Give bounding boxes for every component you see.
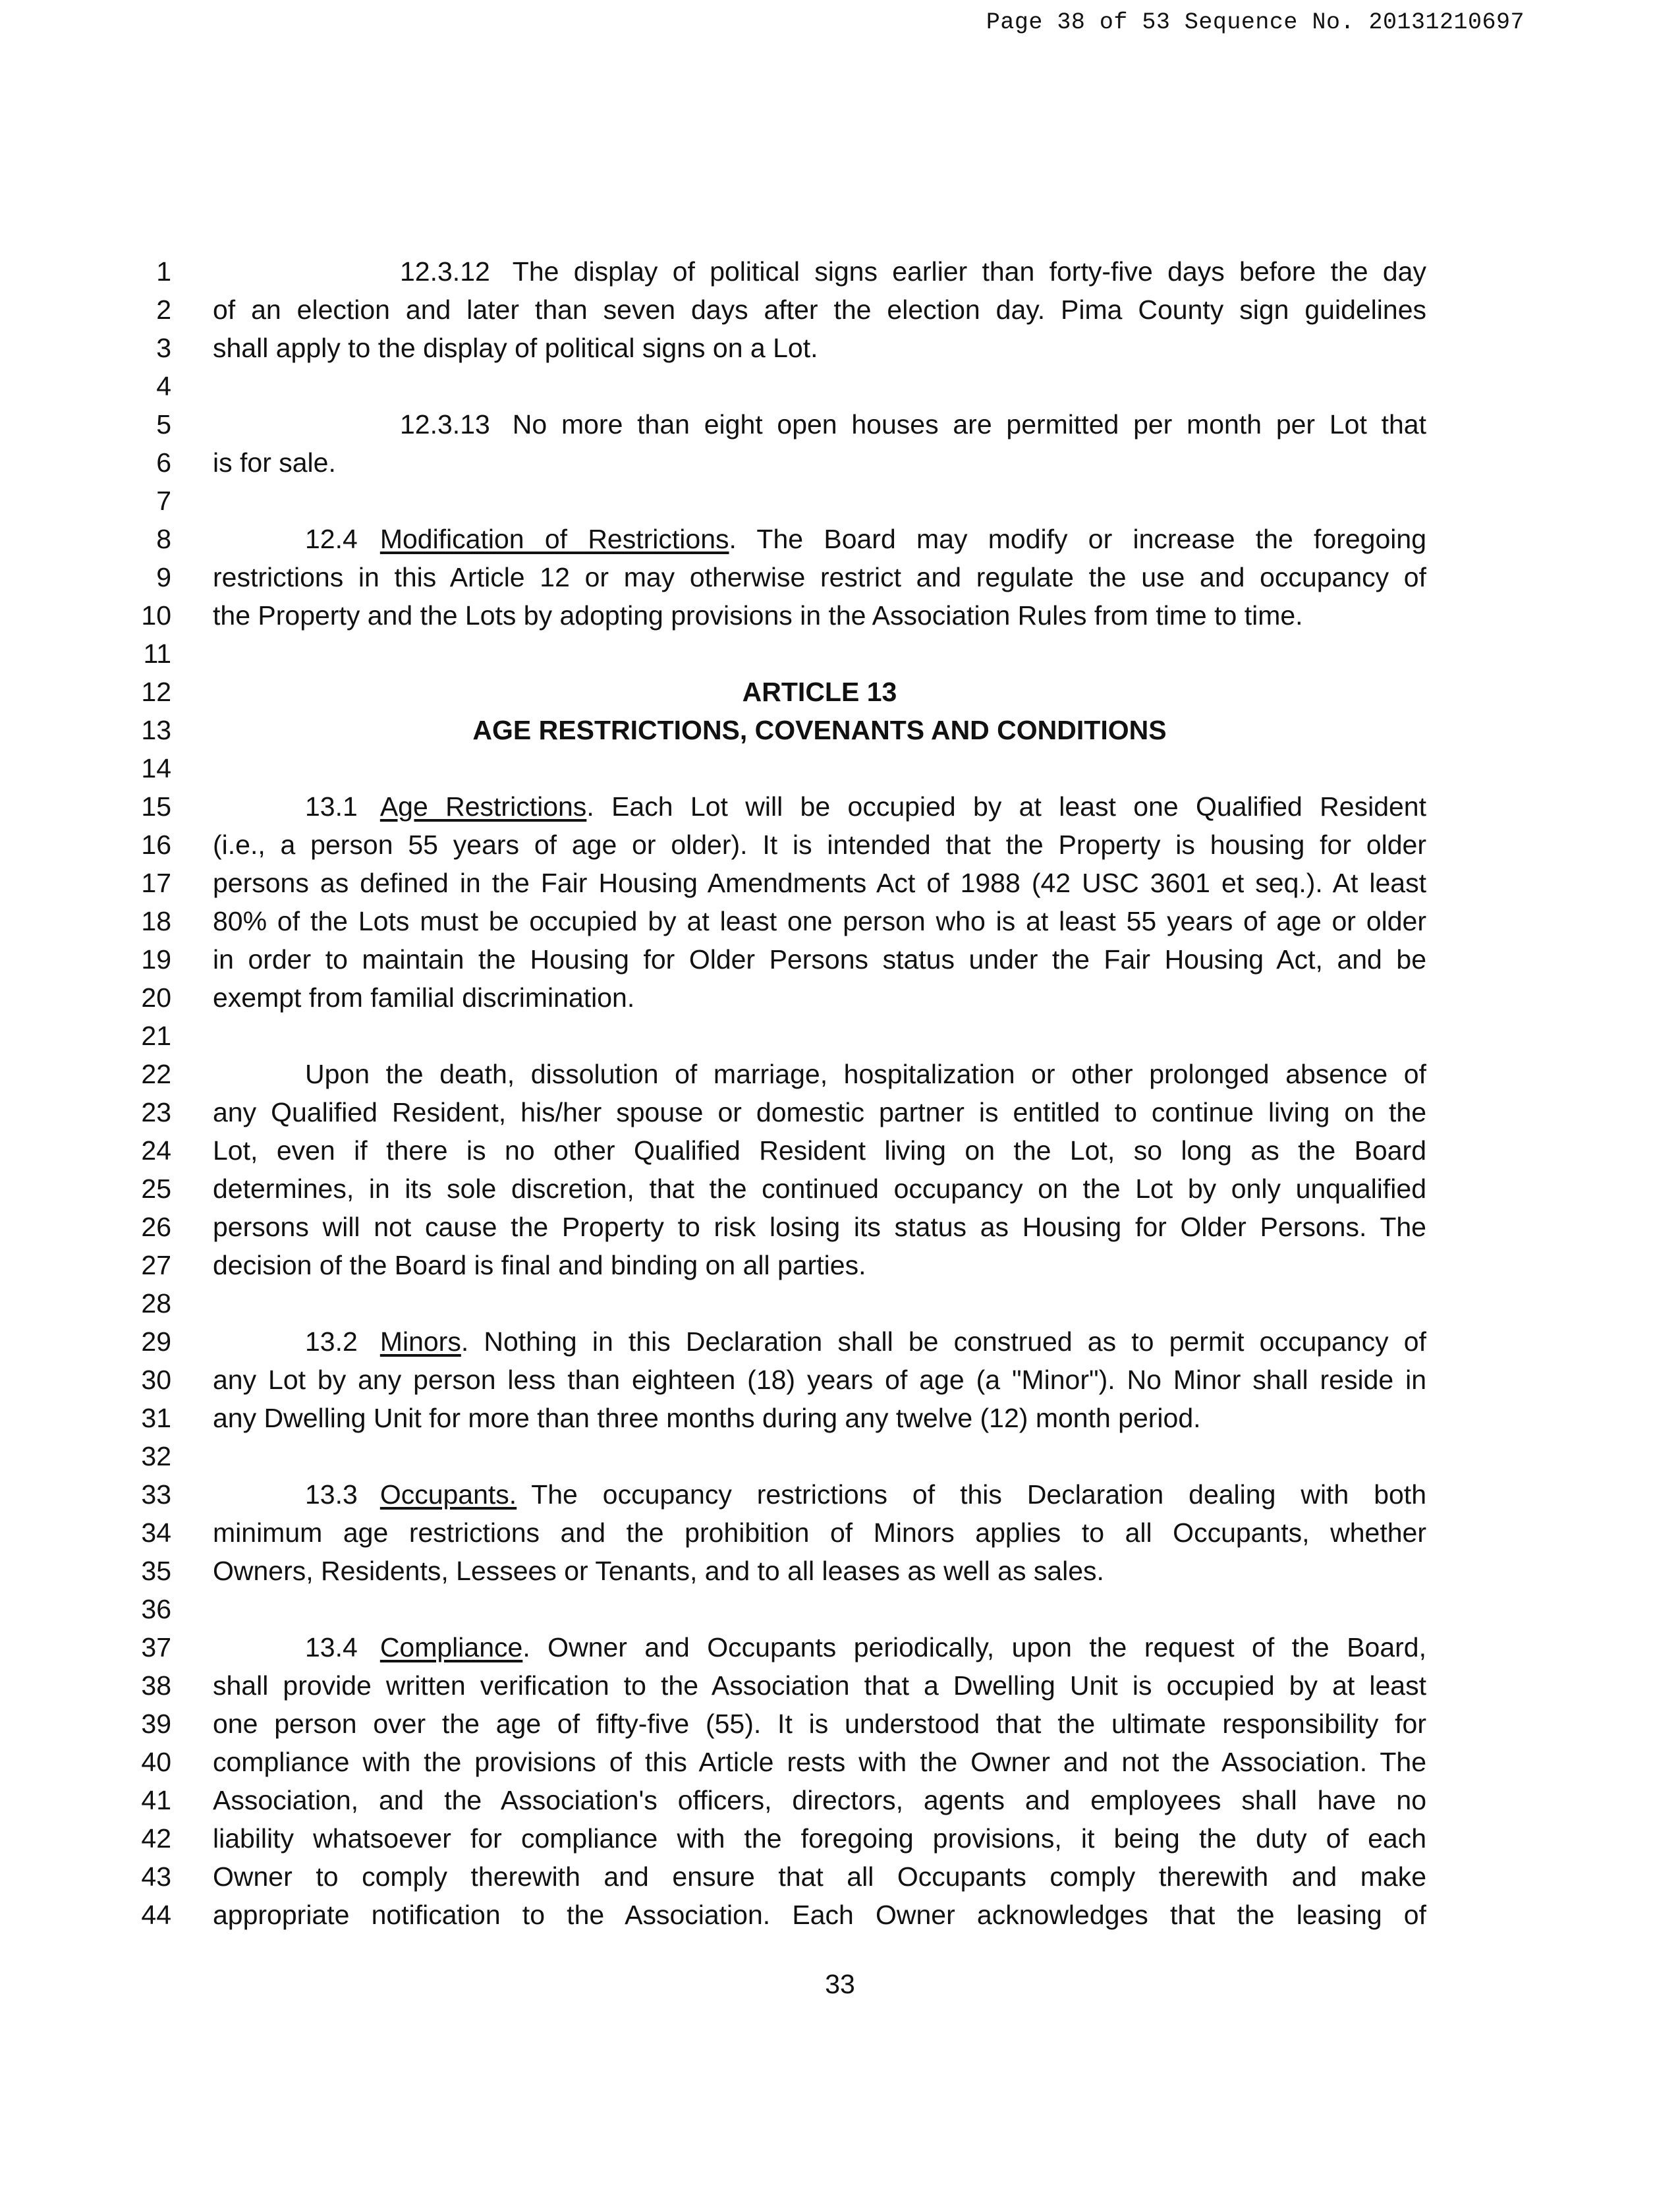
text-line xyxy=(213,252,1426,291)
line-number: 44 xyxy=(141,1900,171,1930)
text-span: The occupancy restrictions of this Declaration dealing with both xyxy=(531,1479,1426,1510)
line-number: 38 xyxy=(141,1670,171,1701)
text-line xyxy=(213,520,1426,558)
section-title: Age Restrictions xyxy=(379,791,587,822)
section-number: 12.4 xyxy=(305,524,358,554)
line-number: 29 xyxy=(141,1326,171,1357)
line-16 xyxy=(0,826,1680,864)
line-39 xyxy=(0,1705,1680,1743)
line-15 xyxy=(0,787,1680,826)
text-line xyxy=(213,787,1426,826)
text-span: No more than eight open houses are permitted per month per Lot that xyxy=(512,409,1426,440)
line-6 xyxy=(0,443,1680,482)
line-7 xyxy=(0,482,1680,520)
line-number: 4 xyxy=(156,371,171,401)
line-9 xyxy=(0,558,1680,596)
line-number: 22 xyxy=(141,1059,171,1089)
line-number: 12 xyxy=(141,677,171,707)
text-line: Upon the death, dissolution of marriage, hospitalization or other prolonged absence of xyxy=(305,1059,1426,1089)
line-40 xyxy=(0,1743,1680,1781)
line-number: 11 xyxy=(143,638,171,669)
text-line: 80% of the Lots must be occupied by at least one person who is at least 55 years of age or older xyxy=(213,906,1426,936)
line-33 xyxy=(0,1475,1680,1514)
line-number: 10 xyxy=(141,600,171,631)
line-10 xyxy=(0,596,1680,635)
text-line: appropriate notification to the Association. Each Owner acknowledges that the leasing of xyxy=(213,1900,1426,1930)
line-30 xyxy=(0,1361,1680,1399)
line-number: 37 xyxy=(141,1632,171,1662)
text-line: decision of the Board is final and binding on all parties. xyxy=(213,1250,866,1280)
section-number: 13.2 xyxy=(305,1326,358,1357)
text-line: of an election and later than seven days after the election day. Pima County sign guidelines xyxy=(213,295,1426,325)
line-27 xyxy=(0,1246,1680,1284)
line-43 xyxy=(0,1858,1680,1896)
text-line: persons as defined in the Fair Housing Amendments Act of 1988 (42 USC 3601 et seq.). At least xyxy=(213,868,1426,898)
line-23 xyxy=(0,1093,1680,1131)
line-number: 20 xyxy=(141,982,171,1013)
text-line: any Qualified Resident, his/her spouse or domestic partner is entitled to continue living on the xyxy=(213,1097,1426,1127)
line-14 xyxy=(0,749,1680,787)
line-13 xyxy=(0,711,1680,749)
line-number: 5 xyxy=(156,409,171,440)
text-line: (i.e., a person 55 years of age or older). It is intended that the Property is housing for older xyxy=(213,830,1426,860)
line-4 xyxy=(0,367,1680,405)
line-31 xyxy=(0,1399,1680,1437)
line-number: 21 xyxy=(141,1021,171,1051)
line-number: 13 xyxy=(141,715,171,745)
text-span: . Owner and Occupants periodically, upon the request of the Board, xyxy=(522,1632,1426,1662)
text-line: compliance with the provisions of this Article rests with the Owner and not the Association. The xyxy=(213,1747,1426,1777)
line-number: 7 xyxy=(156,486,171,516)
line-17 xyxy=(0,864,1680,902)
text-line: is for sale. xyxy=(213,447,336,478)
line-number: 41 xyxy=(141,1785,171,1815)
line-18 xyxy=(0,902,1680,940)
text-line: Owner to comply therewith and ensure that all Occupants comply therewith and make xyxy=(213,1861,1426,1892)
line-1 xyxy=(0,252,1680,291)
line-21 xyxy=(0,1017,1680,1055)
line-36 xyxy=(0,1590,1680,1628)
line-number: 1 xyxy=(156,256,171,287)
line-number: 27 xyxy=(141,1250,171,1280)
text-line: determines, in its sole discretion, that the continued occupancy on the Lot by only unqualified xyxy=(213,1174,1426,1204)
line-29 xyxy=(0,1322,1680,1361)
line-number: 39 xyxy=(141,1709,171,1739)
line-28 xyxy=(0,1284,1680,1322)
line-41 xyxy=(0,1781,1680,1819)
page-header: Page 38 of 53 Sequence No. 20131210697 xyxy=(986,9,1525,36)
line-number: 15 xyxy=(141,791,171,822)
section-title: Occupants. xyxy=(379,1479,517,1510)
text-line: shall apply to the display of political signs on a Lot. xyxy=(213,333,818,363)
text-span: The display of political signs earlier than forty-five days before the day xyxy=(512,256,1426,287)
text-line: any Dwelling Unit for more than three months during any twelve (12) month period. xyxy=(213,1403,1201,1433)
line-number: 18 xyxy=(141,906,171,936)
text-line: one person over the age of fifty-five (55). It is understood that the ultimate responsibility for xyxy=(213,1709,1426,1739)
line-number: 26 xyxy=(141,1212,171,1242)
line-number: 8 xyxy=(156,524,171,554)
line-number: 35 xyxy=(141,1556,171,1586)
line-number: 25 xyxy=(141,1174,171,1204)
section-number: 13.3 xyxy=(305,1479,358,1510)
text-span: . The Board may modify or increase the foregoing xyxy=(729,524,1426,554)
section-number: 12.3.13 xyxy=(400,409,490,440)
line-number: 36 xyxy=(141,1594,171,1624)
line-26 xyxy=(0,1208,1680,1246)
text-line: Association, and the Association's officers, directors, agents and employees shall have no xyxy=(213,1785,1426,1815)
text-line xyxy=(213,1475,1426,1514)
line-5 xyxy=(0,405,1680,443)
line-37 xyxy=(0,1628,1680,1666)
section-number: 13.4 xyxy=(305,1632,358,1662)
text-span: . Nothing in this Declaration shall be construed as to permit occupancy of xyxy=(461,1326,1426,1357)
text-line: any Lot by any person less than eighteen (18) years of age (a "Minor"). No Minor shall reside in xyxy=(213,1365,1426,1395)
text-line: Lot, even if there is no other Qualified Resident living on the Lot, so long as the Board xyxy=(213,1135,1426,1166)
line-3 xyxy=(0,329,1680,367)
text-line xyxy=(213,1322,1426,1361)
line-number: 19 xyxy=(141,944,171,975)
text-line: restrictions in this Article 12 or may otherwise restrict and regulate the use and occupancy of xyxy=(213,562,1426,592)
text-line: liability whatsoever for compliance with the foregoing provisions, it being the duty of each xyxy=(213,1823,1426,1854)
line-34 xyxy=(0,1514,1680,1552)
text-line: the Property and the Lots by adopting provisions in the Association Rules from time to time. xyxy=(213,600,1303,631)
line-8 xyxy=(0,520,1680,558)
line-38 xyxy=(0,1666,1680,1705)
line-32 xyxy=(0,1437,1680,1475)
line-42 xyxy=(0,1819,1680,1858)
section-number: 13.1 xyxy=(305,791,358,822)
line-number: 34 xyxy=(141,1517,171,1548)
line-number: 3 xyxy=(156,333,171,363)
section-title: Minors xyxy=(379,1326,461,1357)
line-number: 6 xyxy=(156,447,171,478)
line-number: 32 xyxy=(141,1441,171,1471)
line-25 xyxy=(0,1170,1680,1208)
line-number: 24 xyxy=(141,1135,171,1166)
line-number: 9 xyxy=(156,562,171,592)
line-number: 28 xyxy=(141,1288,171,1319)
article-title: ARTICLE 13 xyxy=(742,677,897,707)
section-title: Compliance xyxy=(379,1632,523,1662)
line-number: 16 xyxy=(141,830,171,860)
article-subtitle: AGE RESTRICTIONS, COVENANTS AND CONDITIONS xyxy=(472,715,1167,745)
text-line: minimum age restrictions and the prohibition of Minors applies to all Occupants, whether xyxy=(213,1517,1426,1548)
line-number: 14 xyxy=(141,753,171,783)
line-44 xyxy=(0,1896,1680,1934)
line-number: 30 xyxy=(141,1365,171,1395)
line-number: 17 xyxy=(141,868,171,898)
line-number: 40 xyxy=(141,1747,171,1777)
text-line: persons will not cause the Property to risk losing its status as Housing for Older Persons. The xyxy=(213,1212,1426,1242)
line-number: 42 xyxy=(141,1823,171,1854)
line-11 xyxy=(0,635,1680,673)
line-35 xyxy=(0,1552,1680,1590)
text-line: exempt from familial discrimination. xyxy=(213,982,635,1013)
line-20 xyxy=(0,978,1680,1017)
text-line: in order to maintain the Housing for Older Persons status under the Fair Housing Act, and be xyxy=(213,944,1426,975)
line-19 xyxy=(0,940,1680,978)
line-12 xyxy=(0,673,1680,711)
line-24 xyxy=(0,1131,1680,1170)
line-number: 31 xyxy=(141,1403,171,1433)
section-title: Modification of Restrictions xyxy=(379,524,729,554)
text-line xyxy=(213,405,1426,443)
line-22 xyxy=(0,1055,1680,1093)
text-line: shall provide written verification to the Association that a Dwelling Unit is occupied by at least xyxy=(213,1670,1426,1701)
page-number: 33 xyxy=(825,1969,855,1999)
line-number: 43 xyxy=(141,1861,171,1892)
text-line xyxy=(213,1628,1426,1666)
line-number: 23 xyxy=(141,1097,171,1127)
line-number: 33 xyxy=(141,1479,171,1510)
text-line: Owners, Residents, Lessees or Tenants, and to all leases as well as sales. xyxy=(213,1556,1104,1586)
line-number: 2 xyxy=(156,295,171,325)
text-span: . Each Lot will be occupied by at least one Qualified Resident xyxy=(586,791,1426,822)
section-number: 12.3.12 xyxy=(400,256,490,287)
line-2 xyxy=(0,291,1680,329)
